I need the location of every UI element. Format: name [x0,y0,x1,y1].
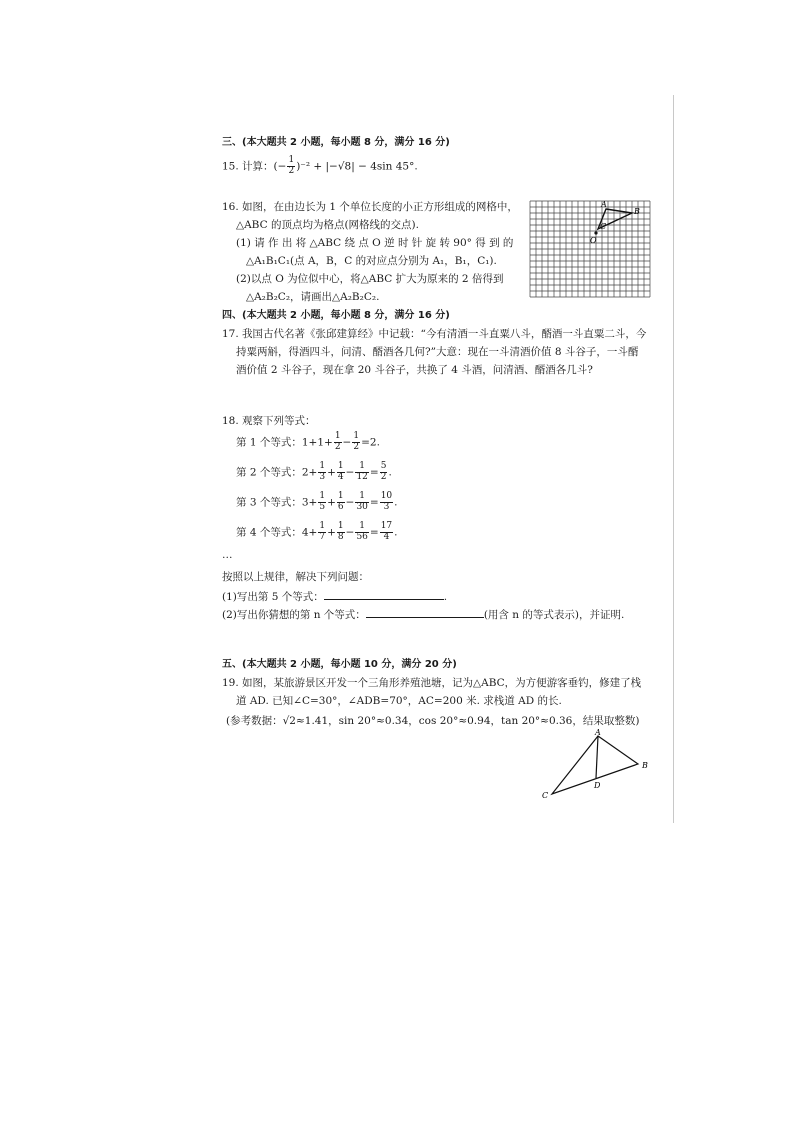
eq4-p-num: 1 [319,521,326,531]
eq2-frac-a [337,462,345,483]
eq2-a-num: 1 [337,461,344,471]
q18-sub2-text: (2)写出你猜想的第 n 个等式： [222,609,366,621]
eq4-frac-p [318,522,326,543]
eq3-b-den: 30 [356,501,368,512]
eq4-prefix: 第 4 个等式：4+ [236,526,318,539]
eq2-end: . [388,466,392,479]
eq3-frac-p [318,492,326,513]
q16-line1: 16. 如图，在由边长为 1 个单位长度的小正方形组成的网格中， [222,201,518,213]
eq1-prefix: 第 1 个等式：1+1+ [236,436,333,449]
eq4-a-den: 8 [337,531,344,542]
q19-line3: (参考数据：√2≈1.41，sin 20°≈0.34，cos 20°≈0.94，tan 20°≈0.36，结果取整数) [226,715,640,727]
section3-heading: 三、(本大题共 2 小题，每小题 8 分，满分 16 分) [222,137,450,148]
eq4-b-den: 56 [356,531,368,542]
eq4-frac-b [355,522,368,543]
eq4-b-num: 1 [355,522,368,533]
eq1-frac-a [334,432,342,453]
eq2-minus: − [345,466,355,479]
q15-rest: )⁻² + |−√8| − 4sin 45°. [296,160,418,173]
q18-sub2-end: (用含 n 的等式表示)，并证明. [483,609,625,621]
eq2-p-den: 3 [319,471,326,482]
q15-frac-den: 2 [288,165,295,176]
label-o: O [590,236,597,245]
eq1-frac-b [352,432,360,453]
q15-frac-num: 1 [288,155,295,165]
eq3-p-den: 5 [319,501,326,512]
eq2-frac-r [380,462,388,483]
label-c: C [542,791,549,800]
q16-line2: △ABC 的顶点均为格点(网格线的交点). [236,219,419,231]
eq3-equals: = [369,496,379,509]
eq2-r-num: 5 [380,461,387,471]
page-margin-line [673,95,674,823]
eq3-r-den: 3 [383,501,390,512]
section4-heading: 四、(本大题共 2 小题，每小题 8 分，满分 16 分) [222,310,450,321]
q18-sub2 [222,606,624,623]
q18-sub1-text: (1)写出第 5 个等式： [222,591,324,603]
eq2-r-den: 2 [380,471,387,482]
label-a: A [595,728,601,737]
q15-open: (− [273,160,287,173]
q18-eq4 [236,522,398,543]
q18-task: 按照以上规律，解决下列问题： [222,571,369,583]
q18-sub2-answer-blank[interactable] [366,606,484,618]
eq4-frac-r [380,522,393,543]
label-b: B [642,761,648,770]
eq3-end: . [394,496,398,509]
eq1-result: =2. [361,436,380,449]
eq4-p-den: 7 [319,531,326,542]
q15-fraction [287,156,295,177]
q18-eq1 [236,432,380,453]
eq1-b-num: 1 [353,431,360,441]
q18-eq3 [236,492,398,513]
eq2-p-num: 1 [319,461,326,471]
eq1-a-num: 1 [334,431,341,441]
q15-label: 15. 计算： [222,160,274,173]
eq3-a-num: 1 [337,491,344,501]
eq3-r-num: 10 [380,491,393,501]
q18-ellipsis: … [222,549,233,561]
eq4-r-den: 4 [383,531,390,542]
eq2-a-den: 4 [337,471,344,482]
q17-line2: 持粟两斛，得酒四斗，问清、醑酒各几何?”大意：现在一斗清酒价值 8 斗谷子，一斗醑 [236,346,639,358]
eq2-b-den: 12 [356,471,368,482]
eq4-frac-a [337,522,345,543]
q18-sub1-end: . [443,591,448,603]
q17-line3: 酒价值 2 斗谷子，现在拿 20 斗谷子，共换了 4 斗酒，问清酒、醑酒各几斗? [236,364,593,376]
point-o [594,231,597,234]
eq3-frac-r [380,492,393,513]
eq1-minus: − [342,436,352,449]
q19-line1: 19. 如图，某旅游景区开发一个三角形养殖池塘，记为△ABC，为方便游客垂钓，修建了栈 [222,677,642,689]
eq3-frac-a [337,492,345,513]
eq4-end: . [394,526,398,539]
q19-line2: 道 AD. 已知∠C=30°，∠ADB=70°，AC=200 米. 求栈道 AD 的长. [236,695,562,707]
q15-expression [222,156,418,177]
eq4-plus: + [327,526,336,539]
eq1-b-den: 2 [353,441,360,452]
eq2-frac-p [318,462,326,483]
q16-grid-figure [528,199,652,299]
eq3-prefix: 第 3 个等式：3+ [236,496,318,509]
q19-triangle-figure [538,728,658,802]
q16-line3: (1) 请 作 出 将 △ABC 绕 点 O 逆 时 针 旋 转 90° 得 到 的 [236,237,514,249]
label-a: A [601,200,607,209]
eq4-equals: = [369,526,379,539]
eq3-plus: + [327,496,336,509]
q16-line5: (2)以点 O 为位似中心，将△ABC 扩大为原来的 2 倍得到 [236,273,504,285]
label-d: D [594,781,601,790]
eq3-p-num: 1 [319,491,326,501]
q16-line6: △A₂B₂C₂，请画出△A₂B₂C₂. [246,291,380,303]
label-c: C [600,222,607,231]
eq2-plus: + [327,466,336,479]
eq4-minus: − [345,526,355,539]
eq2-equals: = [369,466,379,479]
grid-lines [530,201,650,297]
label-b: B [634,207,640,216]
q16-line4: △A₁B₁C₁(点 A，B，C 的对应点分别为 A₁，B₁，C₁). [246,255,497,267]
eq3-frac-b [355,492,368,513]
section5-heading: 五、(本大题共 2 小题，每小题 10 分，满分 20 分) [222,659,457,670]
q18-sub1-answer-blank[interactable] [324,588,444,600]
eq2-prefix: 第 2 个等式：2+ [236,466,318,479]
eq3-b-num: 1 [355,492,368,503]
eq2-b-num: 1 [355,462,368,473]
q18-intro: 18. 观察下列等式： [222,415,316,427]
eq4-a-num: 1 [337,521,344,531]
eq4-r-num: 17 [380,521,393,531]
eq1-a-den: 2 [334,441,341,452]
q18-eq2 [236,462,392,483]
eq2-frac-b [355,462,368,483]
eq3-a-den: 6 [337,501,344,512]
eq3-minus: − [345,496,355,509]
q17-line1: 17. 我国古代名著《张邱建算经》中记载：“今有清酒一斗直粟八斗，醑酒一斗直粟二斗，今 [222,328,647,340]
q18-sub1 [222,588,447,605]
walkway-ad [596,736,598,778]
